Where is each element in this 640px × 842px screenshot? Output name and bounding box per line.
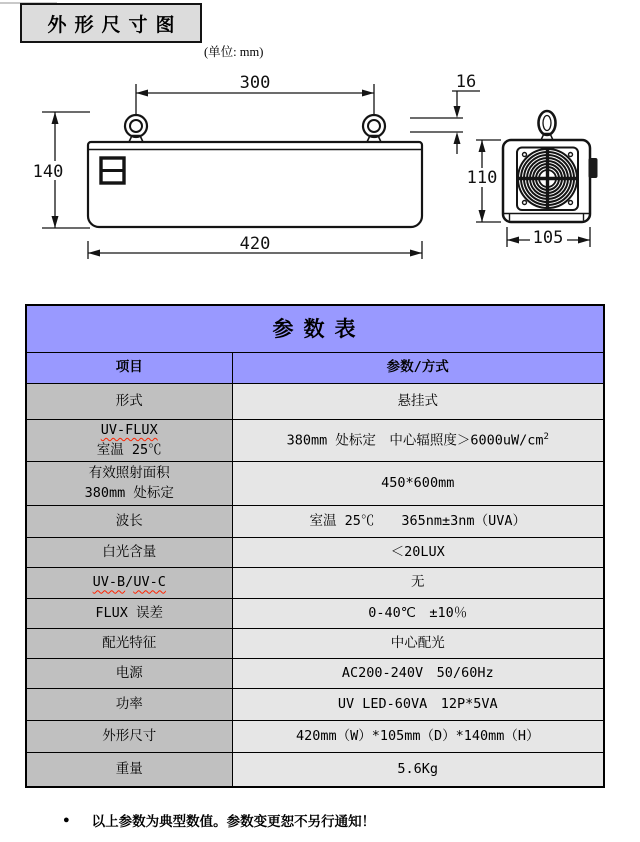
text-segment: 有效照射面积 [88,465,170,482]
table-row [26,506,604,538]
param-item-cell [26,568,232,599]
text-segment: 0-40℃ ±10％ [368,604,468,621]
param-value-cell [232,599,604,629]
param-value-cell [232,753,604,787]
param-item-line [31,727,228,747]
dim-label-110: 110 [466,168,498,188]
side-hanging-ring [539,111,556,135]
dim-label-105: 105 [532,228,564,248]
table-title-row [26,305,604,353]
text-segment: 悬挂式 [397,392,438,409]
param-value-cell [232,462,604,506]
dim-label-420: 420 [239,234,271,254]
footer-note [63,810,375,830]
param-item-line [31,441,228,461]
param-item-line [31,464,228,484]
text-segment: ＜20LUX [390,543,445,560]
dim-ring-spacing [136,73,374,115]
fan-icon [518,149,577,210]
text-segment: 无 [411,574,425,591]
param-item-cell [26,659,232,689]
param-value-cell [232,384,604,420]
screw-icon [569,153,573,157]
text-segment: FLUX 误差 [95,604,164,621]
table-row [26,629,604,659]
table-row [26,689,604,721]
text-segment: 380mm 处标定 [84,484,174,501]
table-row [26,384,604,420]
dimension-drawing [0,0,640,285]
table-title: 参数表 [26,305,604,353]
col-header-item: 项目 [26,353,232,384]
table-row [26,538,604,568]
side-switch [589,158,598,178]
dim-height-side [465,140,501,222]
text-segment: UV LED-60VA 12P*5VA [337,695,498,712]
text-segment: 420mm（W）*105mm（D）*140mm（H） [295,727,540,744]
param-value-cell [232,568,604,599]
text-segment: 白光含量 [102,543,157,560]
param-item-cell [26,420,232,462]
table-row [26,721,604,753]
table-header-row [26,353,604,384]
drawing-title: 外形尺寸图 [47,14,183,36]
text-segment: 电源 [115,664,143,681]
param-item-cell [26,538,232,568]
param-value-cell [232,506,604,538]
text-segment: 中心配光 [390,634,445,651]
table-row [26,659,604,689]
param-item-cell [26,506,232,538]
text-segment: AC200-240V 50/60Hz [341,664,494,681]
param-item-line [31,573,228,593]
unit-note: (单位: mm) [204,45,264,59]
param-item-line [31,760,228,780]
param-item-line [31,664,228,684]
dim-height-front [29,112,90,228]
param-item-cell [26,599,232,629]
screw-icon [523,153,527,157]
text-segment: UV-B [92,574,126,591]
dim-width-front [88,234,422,259]
text-segment: 外形尺寸 [102,727,157,744]
param-table [25,304,605,788]
param-item-cell [26,384,232,420]
text-segment: UV-C [133,574,166,591]
text-segment: 形式 [115,392,143,409]
param-item-line [31,695,228,715]
param-value-cell [232,659,604,689]
param-item-cell [26,689,232,721]
side-view [465,111,598,248]
text-segment: 重量 [115,760,143,777]
text-segment: 2 [543,431,549,442]
footer-note-text: 以上参数为典型数值。参数变更恕不另行通知！ [91,814,376,829]
lamp-body-front [88,142,422,227]
dim-depth-side [507,227,590,248]
param-value-cell [232,420,604,462]
param-item-line [31,604,228,624]
text-segment: 380mm 处标定 中心辐照度＞6000uW/cm [286,432,544,449]
param-table-body [26,305,604,787]
param-item-line [31,512,228,532]
text-segment: 450*600mm [381,474,455,491]
text-segment: 5.6Kg [397,760,439,777]
hanging-ring-left [125,115,147,142]
screw-icon [523,201,527,205]
text-segment: 功率 [115,695,143,712]
param-item-cell [26,753,232,787]
text-segment: 室温 25℃ [96,441,162,458]
param-value-cell [232,721,604,753]
text-segment: 配光特征 [102,634,157,651]
text-segment: / [125,574,134,591]
text-segment: UV-FLUX [100,422,158,438]
table-row [26,753,604,787]
param-item-line [31,484,228,504]
param-value-cell [232,629,604,659]
param-item-cell [26,721,232,753]
param-item-line [31,634,228,654]
dim-label-140: 140 [32,162,64,182]
param-item-cell [26,629,232,659]
dim-label-16: 16 [455,72,477,92]
param-item-line [31,392,228,412]
param-item-cell [26,462,232,506]
param-item-line [31,543,228,563]
table-row [26,462,604,506]
screw-icon [569,201,573,205]
text-segment: 波长 [115,512,143,529]
param-item-line [31,421,228,441]
side-base [504,214,589,221]
table-row [26,599,604,629]
param-value-cell [232,689,604,721]
hanging-ring-right [363,115,385,142]
param-value-cell [232,538,604,568]
bullet-icon: ● [63,814,70,826]
table-row [26,568,604,599]
display-window-icon [101,158,124,183]
dim-label-300: 300 [239,73,271,93]
col-header-value: 参数/方式 [232,353,604,384]
text-segment: 室温 25℃ 365nm±3nm（UVA） [309,512,526,529]
front-view [29,72,480,259]
table-row [26,420,604,462]
